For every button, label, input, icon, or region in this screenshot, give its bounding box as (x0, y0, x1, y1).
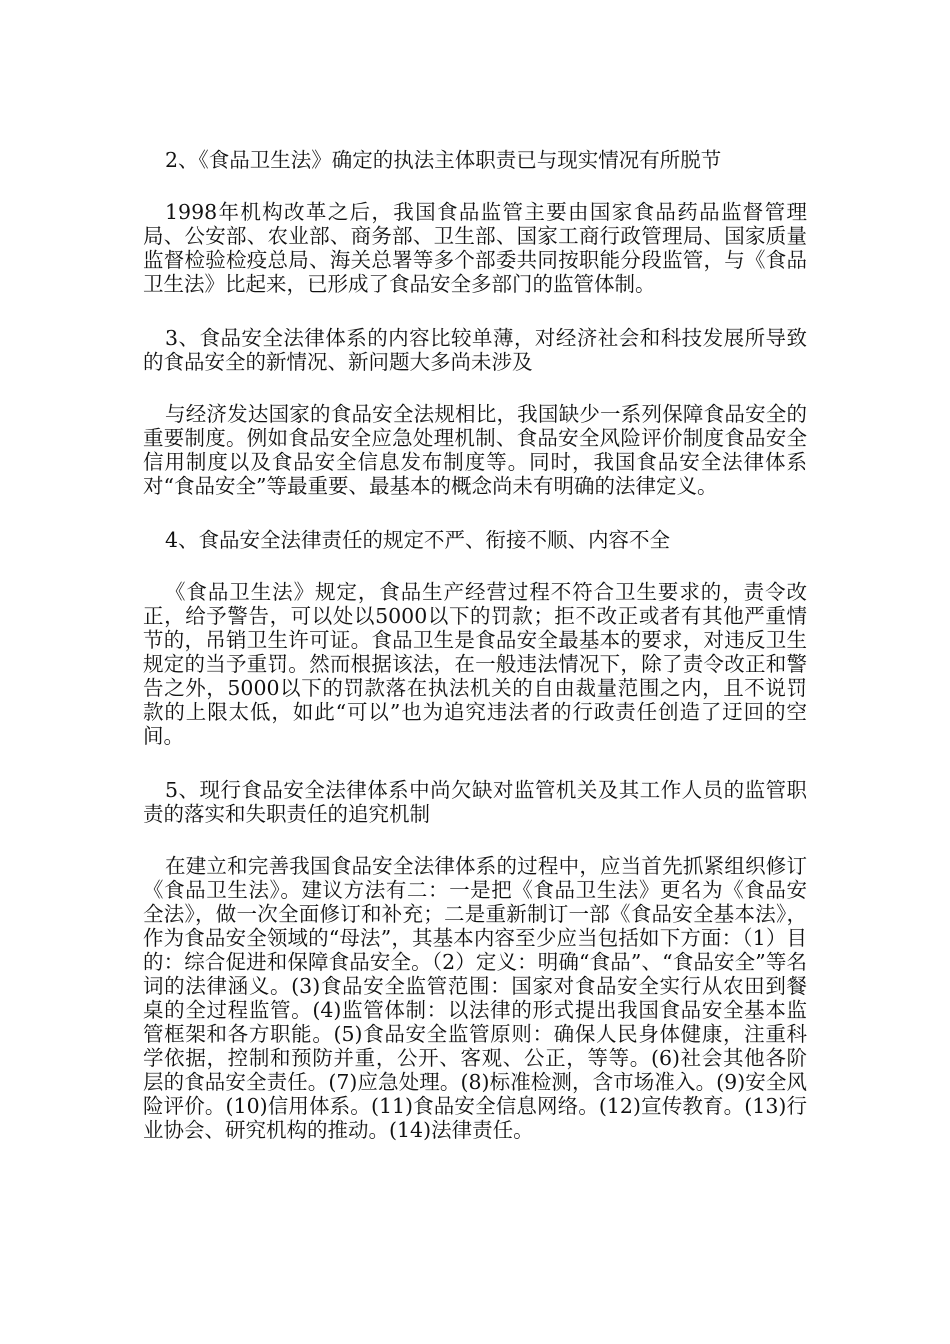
paragraph-legal-liability: 《食品卫生法》规定，食品生产经营过程不符合卫生要求的，责令改正，给予警告，可以处以5000以下的罚款；拒不改正或者有其他严重情节的，吊销卫生许可证。食品卫生是食品安全最基本的要求，对违反卫生规定的当予重罚。然而根据该法，在一般违法情况下，除了责令改正和警告之外，5000以下的罚款落在执法机关的自由裁量范围之内，且不说罚款的上限太低，如此“可以”也为追究违法者的行政责任创造了迂回的空间。 (143, 580, 807, 748)
paragraph-recommendations: 在建立和完善我国食品安全法律体系的过程中，应当首先抓紧组织修订《食品卫生法》。建议方法有二：一是把《食品卫生法》更名为《食品安全法》，做一次全面修订和补充；二是重新制订一部《食品安全基本法》，作为食品安全领域的“母法”，其基本内容至少应当包括如下方面：（1）目的：综合促进和保障食品安全。（2）定义：明确“食品”、“食品安全”等名词的法律涵义。(3)食品安全监管范围：国家对食品安全实行从农田到餐桌的全过程监管。(4)监管体制：以法律的形式提出我国食品安全基本监管框架和各方职能。(5)食品安全监管原则：确保人民身体健康，注重科学依据，控制和预防并重，公开、客观、公正，等等。(6)社会其他各阶层的食品安全责任。(7)应急处理。(8)标准检测，含市场准入。(9)安全风险评价。(10)信用体系。(11)食品安全信息网络。(12)宣传教育。(13)行业协会、研究机构的推动。(14)法律责任。 (143, 854, 807, 1142)
paragraph-missing-systems: 与经济发达国家的食品安全法规相比，我国缺少一系列保障食品安全的重要制度。例如食品安全应急处理机制、食品安全风险评价制度食品安全信用制度以及食品安全信息发布制度等。同时，我国食品安全法律体系对“食品安全”等最重要、最基本的概念尚未有明确的法律定义。 (143, 402, 807, 498)
section-heading-2: 2、《食品卫生法》确定的执法主体职责已与现实情况有所脱节 (165, 148, 722, 172)
document-page (143, 148, 807, 1142)
section-heading-5: 5、现行食品安全法律体系中尚欠缺对监管机关及其工作人员的监管职责的落实和失职责任的追究机制 (143, 778, 807, 826)
section-heading-3: 3、食品安全法律体系的内容比较单薄，对经济社会和科技发展所导致的食品安全的新情况、新问题大多尚未涉及 (143, 326, 807, 374)
paragraph-agency-reform: 1998年机构改革之后，我国食品监管主要由国家食品药品监督管理局、公安部、农业部、商务部、卫生部、国家工商行政管理局、国家质量监督检验检疫总局、海关总署等多个部委共同按职能分段监管，与《食品卫生法》比起来，已形成了食品安全多部门的监管体制。 (143, 200, 807, 296)
section-heading-4: 4、食品安全法律责任的规定不严、衔接不顺、内容不全 (165, 528, 671, 552)
